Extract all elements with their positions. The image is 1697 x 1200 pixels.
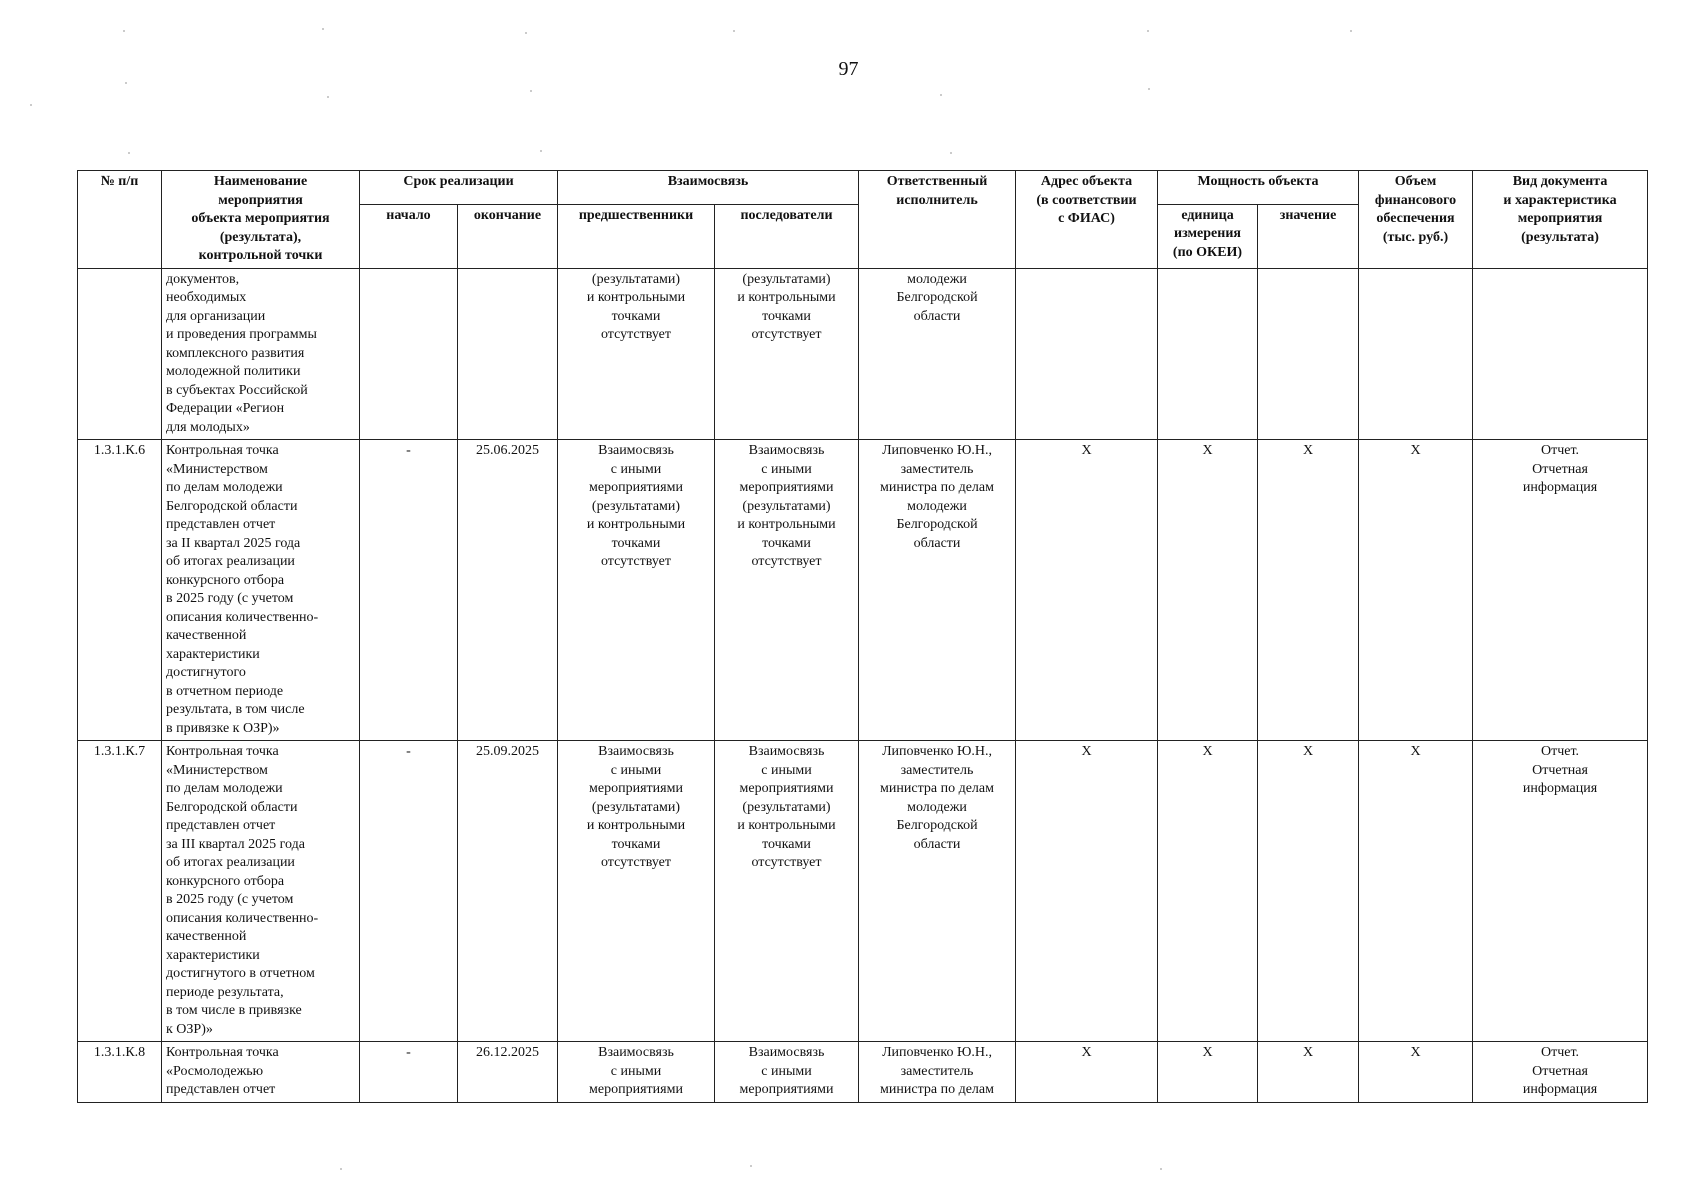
scan-speck [750,1165,752,1167]
cell-value: X [1258,1042,1359,1103]
cell-start: - [360,440,458,741]
cell-end: 25.06.2025 [458,440,558,741]
header-finance: Объем финансового обеспечения (тыс. руб.) [1359,171,1473,269]
scan-speck [1147,30,1149,32]
cell-next: Взаимосвязь с иными мероприятиями (результатами) и контрольными точками отсутствует [715,440,859,741]
cell-num: 1.3.1.К.7 [78,741,162,1042]
cell-unit: X [1158,440,1258,741]
cell-end [458,268,558,440]
header-term-start: начало [360,204,458,268]
cell-next: Взаимосвязь с иными мероприятиями (результатами) и контрольными точками отсутствует [715,741,859,1042]
cell-value: X [1258,741,1359,1042]
cell-start [360,268,458,440]
scan-speck [30,104,32,106]
cell-doc [1473,268,1648,440]
cell-num: 1.3.1.К.8 [78,1042,162,1103]
cell-value [1258,268,1359,440]
cell-name: Контрольная точка «Росмолодежью представлен отчет [162,1042,360,1103]
cell-finance: X [1359,741,1473,1042]
cell-unit: X [1158,741,1258,1042]
cell-unit [1158,268,1258,440]
page-number: 97 [838,58,859,80]
scan-speck [340,1168,342,1170]
cell-start: - [360,741,458,1042]
table-row [78,741,1648,1042]
cell-prev: Взаимосвязь с иными мероприятиями (результатами) и контрольными точками отсутствует [558,440,715,741]
header-link-next: последователи [715,204,859,268]
cell-responsible: молодежи Белгородской области [859,268,1016,440]
table-row [78,268,1648,440]
cell-doc: Отчет. Отчетная информация [1473,741,1648,1042]
cell-name: Контрольная точка «Министерством по делам молодежи Белгородской области представлен отчет за III квартал 2025 года об итогах реализации конкурсного отбора в 2025 году (с учетом описания количественно- качественной характеристики достигнутого в отчетном периоде результата, в том числе в привязке к ОЗР)» [162,741,360,1042]
cell-address [1016,268,1158,440]
header-capacity-unit: единица измерения (по ОКЕИ) [1158,204,1258,268]
cell-prev: Взаимосвязь с иными мероприятиями [558,1042,715,1103]
cell-name: документов, необходимых для организации и проведения программы комплексного развития молодежной политики в субъектах Российской Федерации «Регион для молодых» [162,268,360,440]
scan-speck [733,30,735,32]
cell-prev: (результатами) и контрольными точками отсутствует [558,268,715,440]
scan-speck [128,152,130,154]
header-num: № п/п [78,171,162,269]
cell-address: X [1016,741,1158,1042]
scan-speck [940,94,942,96]
cell-num: 1.3.1.К.6 [78,440,162,741]
cell-finance [1359,268,1473,440]
cell-next: Взаимосвязь с иными мероприятиями [715,1042,859,1103]
cell-doc: Отчет. Отчетная информация [1473,1042,1648,1103]
scan-speck [525,32,527,34]
scan-speck [1160,1168,1162,1170]
scan-speck [322,28,324,30]
cell-responsible: Липовченко Ю.Н., заместитель министра по делам [859,1042,1016,1103]
cell-responsible: Липовченко Ю.Н., заместитель министра по делам молодежи Белгородской области [859,440,1016,741]
header-address: Адрес объекта (в соответствии с ФИАС) [1016,171,1158,269]
cell-doc: Отчет. Отчетная информация [1473,440,1648,741]
cell-next: (результатами) и контрольными точками отсутствует [715,268,859,440]
cell-name: Контрольная точка «Министерством по делам молодежи Белгородской области представлен отчет за II квартал 2025 года об итогах реализации конкурсного отбора в 2025 году (с учетом описания количественно- качественной характеристики достигнутого в отчетном периоде результата, в том числе в привязке к ОЗР)» [162,440,360,741]
cell-finance: X [1359,1042,1473,1103]
scan-speck [950,152,952,154]
cell-start: - [360,1042,458,1103]
cell-num [78,268,162,440]
header-term-end: окончание [458,204,558,268]
header-term: Срок реализации [360,171,558,205]
cell-finance: X [1359,440,1473,741]
cell-address: X [1016,440,1158,741]
scan-speck [1148,88,1150,90]
header-capacity: Мощность объекта [1158,171,1359,205]
header-responsible: Ответственный исполнитель [859,171,1016,269]
scan-speck [1350,30,1352,32]
cell-value: X [1258,440,1359,741]
cell-responsible: Липовченко Ю.Н., заместитель министра по делам молодежи Белгородской области [859,741,1016,1042]
cell-end: 25.09.2025 [458,741,558,1042]
scan-speck [123,30,125,32]
cell-address: X [1016,1042,1158,1103]
table-header [78,171,1648,269]
table-row [78,1042,1648,1103]
header-link: Взаимосвязь [558,171,859,205]
scan-speck [327,96,329,98]
header-link-prev: предшественники [558,204,715,268]
cell-end: 26.12.2025 [458,1042,558,1103]
header-capacity-value: значение [1258,204,1359,268]
cell-prev: Взаимосвязь с иными мероприятиями (результатами) и контрольными точками отсутствует [558,741,715,1042]
header-doc: Вид документа и характеристика мероприятия (результата) [1473,171,1648,269]
table-row [78,440,1648,741]
cell-unit: X [1158,1042,1258,1103]
scan-speck [540,150,542,152]
plan-table [77,170,1648,1103]
scan-speck [125,82,127,84]
header-name: Наименование мероприятия объекта мероприятия (результата), контрольной точки [162,171,360,269]
scan-speck [530,90,532,92]
